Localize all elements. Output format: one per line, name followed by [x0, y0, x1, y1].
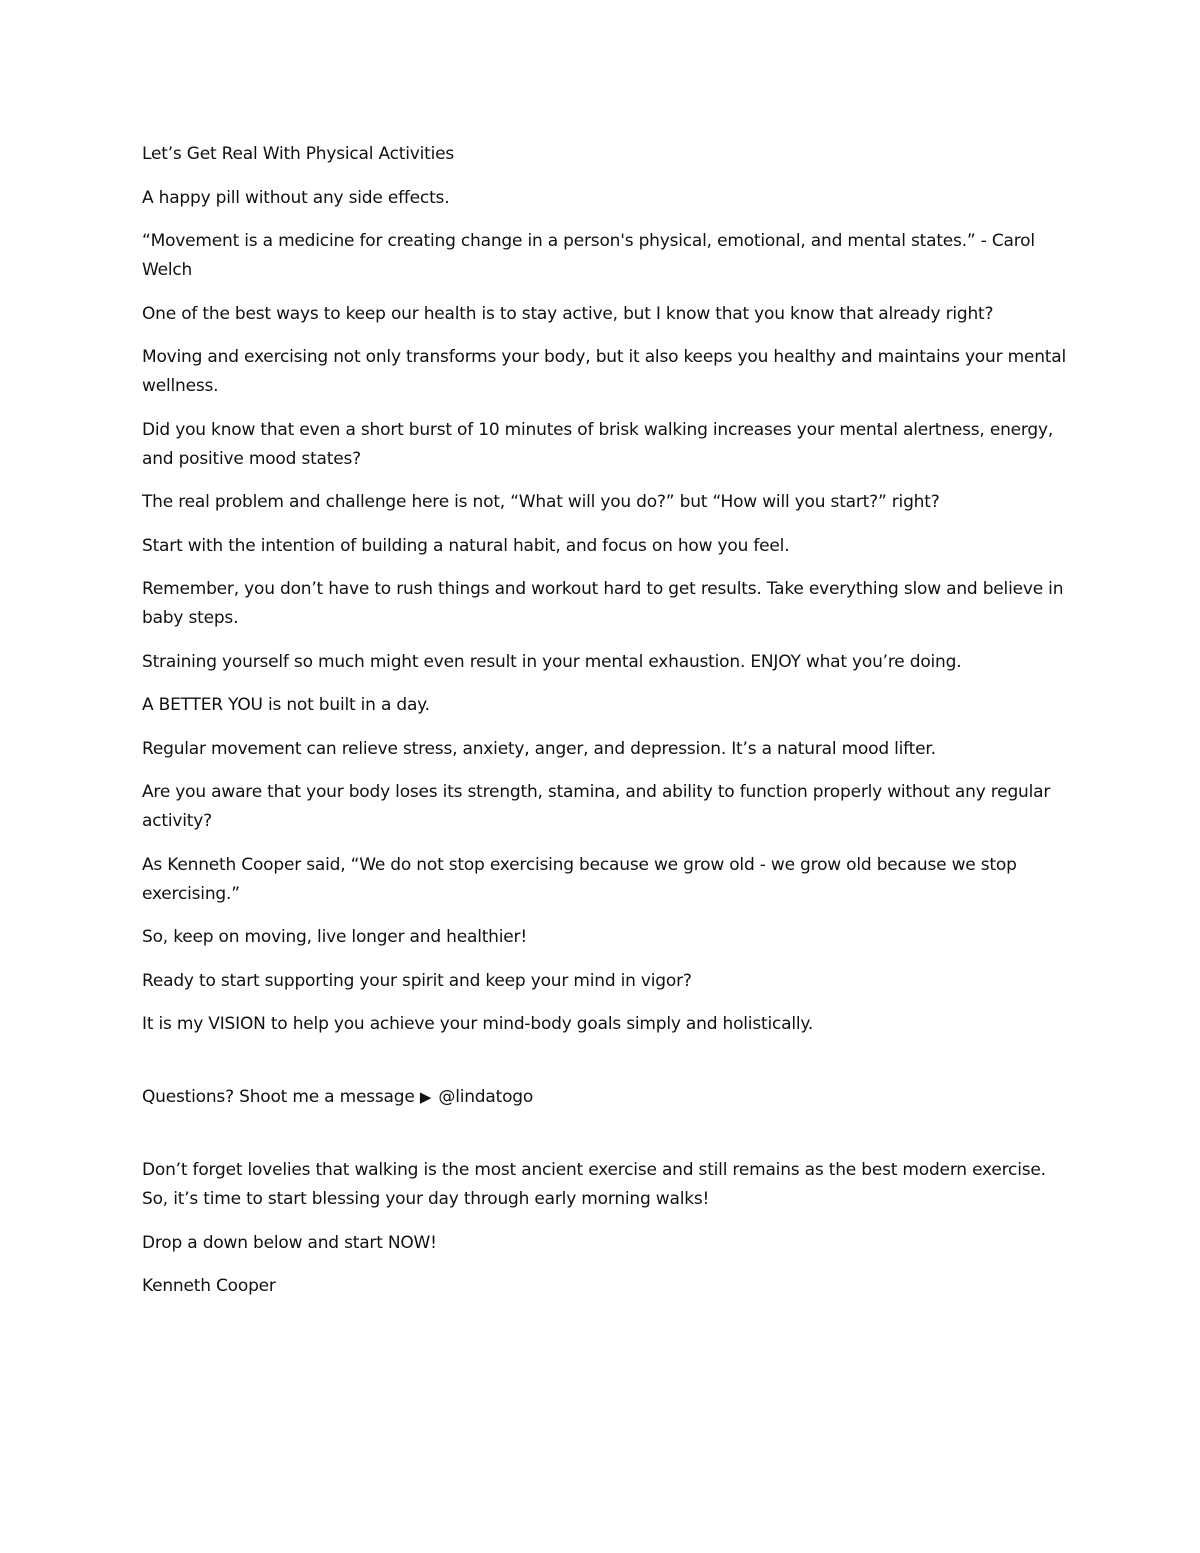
play-arrow-icon: ▶	[419, 1088, 432, 1106]
signature-text: Kenneth Cooper	[142, 1276, 276, 1296]
document-title: Let’s Get Real With Physical Activities	[142, 144, 455, 164]
paragraph-regular-movement: Regular movement can relieve stress, anxiety, anger, and depression. It’s a natural mood lifter.	[142, 738, 936, 759]
paragraph-drop: Drop a down below and start NOW!	[142, 1232, 437, 1253]
paragraph-start-intention: Start with the intention of building a natural habit, and focus on how you feel.	[142, 535, 790, 556]
social-handle-link[interactable]: @lindatogo	[438, 1087, 534, 1107]
questions-line	[142, 1083, 1072, 1112]
document-subtitle: A happy pill without any side effects.	[142, 187, 450, 208]
paragraph-vision: It is my VISION to help you achieve your mind-body goals simply and holistically.	[142, 1014, 814, 1034]
paragraph-dont-forget: Don’t forget lovelies that walking is the most ancient exercise and still remains as the best modern exercise. So, it’s time to start blessing your day through early morning walks!	[142, 1160, 1046, 1209]
paragraph-aware: Are you aware that your body loses its strength, stamina, and ability to function properly without any regular activity?	[142, 782, 1051, 831]
paragraph-moving: Moving and exercising not only transforms your body, but it also keeps you healthy and maintains your mental wellness.	[142, 347, 1066, 396]
paragraph-remember: Remember, you don’t have to rush things and workout hard to get results. Take everything slow and believe in baby steps.	[142, 579, 1064, 628]
paragraph-real-problem: The real problem and challenge here is not, “What will you do?” but “How will you start?” right?	[142, 492, 940, 512]
questions-text: Questions? Shoot me a message	[142, 1087, 415, 1107]
document-body	[142, 140, 1072, 1316]
paragraph-did-you-know: Did you know that even a short burst of 10 minutes of brisk walking increases your mental alertness, energy, and positive mood states?	[142, 419, 1054, 469]
paragraph-ready: Ready to start supporting your spirit and keep your mind in vigor?	[142, 970, 692, 991]
paragraph-best-ways: One of the best ways to keep our health is to stay active, but I know that you know that already right?	[142, 303, 994, 324]
paragraph-better-you: A BETTER YOU is not built in a day.	[142, 695, 430, 715]
paragraph-keep-moving: So, keep on moving, live longer and healthier!	[142, 927, 527, 947]
quote-carol-welch: “Movement is a medicine for creating change in a person's physical, emotional, and mental states.” - Carol Welch	[142, 231, 1035, 280]
paragraph-straining: Straining yourself so much might even result in your mental exhaustion. ENJOY what you’re doing.	[142, 651, 962, 672]
quote-kenneth-cooper: As Kenneth Cooper said, “We do not stop exercising because we grow old - we grow old because we stop exercising.”	[142, 854, 1017, 904]
